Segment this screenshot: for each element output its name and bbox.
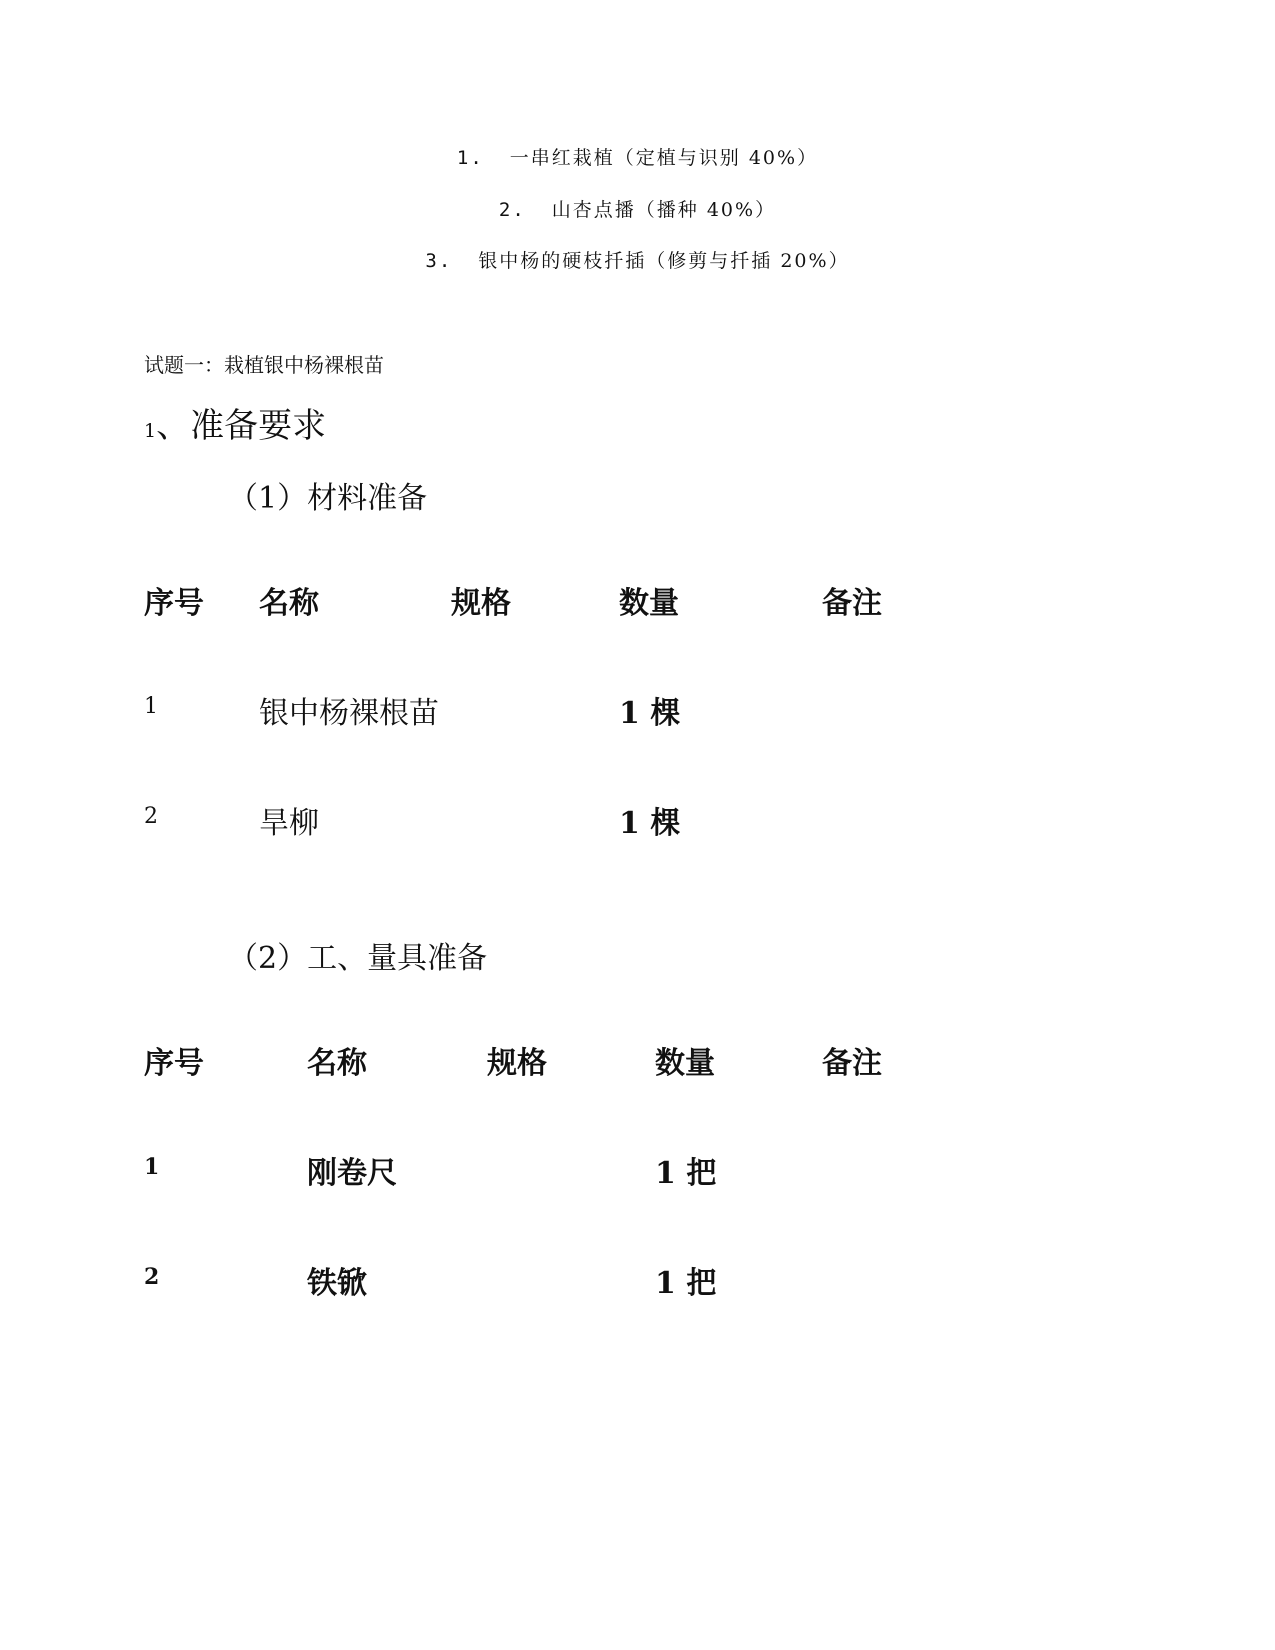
materials-row-1-no: 1 (144, 694, 158, 719)
tools-row-1-name: 刚卷尺 (307, 1156, 397, 1191)
tools-row-1-no: 1 (144, 1154, 160, 1180)
tools-header-qty: 数量 (655, 1046, 715, 1081)
outline-text: 银中杨的硬枝扦插（修剪与扦插 20%） (478, 250, 850, 272)
materials-heading: （1）材料准备 (228, 481, 428, 516)
materials-header-note: 备注 (822, 586, 882, 621)
materials-header-name: 名称 (259, 586, 319, 621)
materials-row-2-qty: 1 棵 (619, 806, 681, 841)
outline-item-2 (0, 195, 1275, 222)
materials-row-2-name: 旱柳 (259, 806, 319, 841)
tools-row-1-qty: 1 把 (655, 1156, 717, 1191)
question-title: 试题一：栽植银中杨裸根苗 (144, 353, 384, 377)
tools-header-spec: 规格 (487, 1046, 547, 1081)
tools-row-2-name: 铁锨 (307, 1266, 367, 1301)
outline-number: 2. (498, 199, 526, 221)
tools-header-note: 备注 (822, 1046, 882, 1081)
materials-row-2-no: 2 (144, 804, 158, 829)
materials-header-spec: 规格 (451, 586, 511, 621)
tools-header-no: 序号 (144, 1046, 204, 1081)
materials-row-1-qty: 1 棵 (619, 696, 681, 731)
materials-header-qty: 数量 (619, 586, 679, 621)
outline-number: 1. (456, 147, 484, 169)
outline-item-3 (0, 246, 1275, 273)
section-heading (144, 398, 326, 447)
outline-item-1 (0, 143, 1275, 170)
materials-header-no: 序号 (144, 586, 204, 621)
outline-text: 一串红栽植（定植与识别 40%） (509, 147, 819, 169)
outline-number: 3. (425, 250, 453, 272)
outline-text: 山杏点播（播种 40%） (551, 199, 777, 221)
section-title: 、准备要求 (156, 406, 327, 446)
section-number: 1 (144, 420, 157, 442)
tools-row-2-qty: 1 把 (655, 1266, 717, 1301)
materials-row-1-name: 银中杨裸根苗 (259, 696, 439, 731)
tools-header-name: 名称 (307, 1046, 367, 1081)
tools-heading: （2）工、量具准备 (228, 941, 488, 976)
tools-row-2-no: 2 (144, 1264, 160, 1290)
